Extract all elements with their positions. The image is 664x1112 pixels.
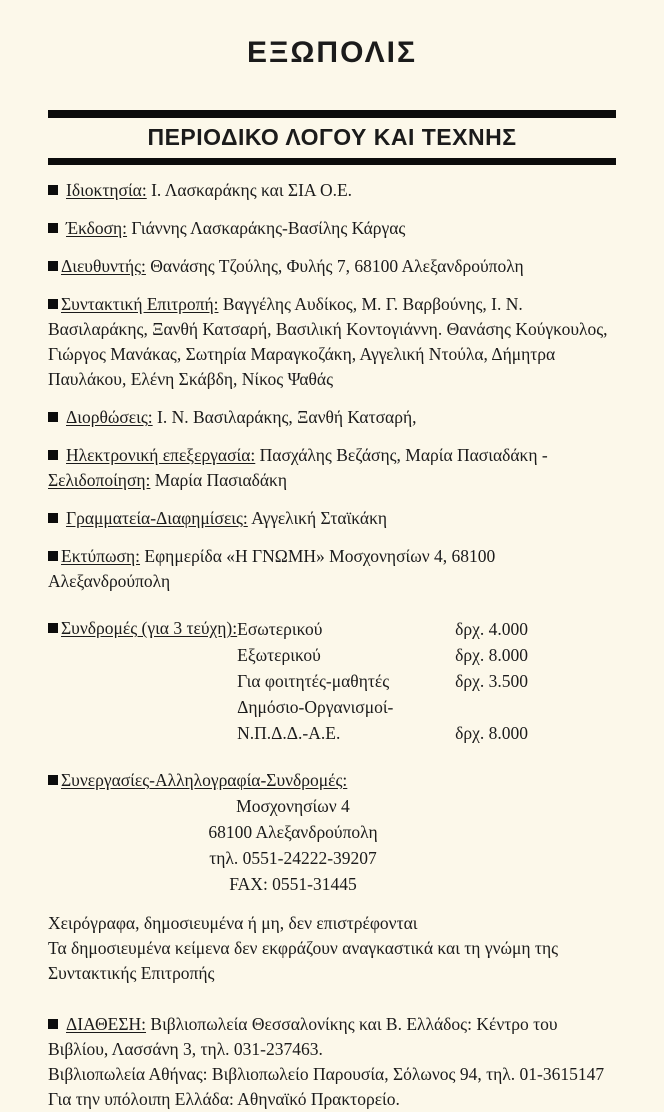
edition-entry <box>48 216 616 241</box>
subscriptions-table <box>237 616 616 746</box>
subscription-category: Για φοιτητές-μαθητές <box>237 671 390 691</box>
page-subtitle: ΠΕΡΙΟΔΙΚΟ ΛΟΓΟΥ ΚΑΙ ΤΕΧΝΗΣ <box>147 124 517 150</box>
layout-label: Σελιδοποίηση: <box>48 470 151 490</box>
ownership-entry <box>48 178 616 203</box>
contact-address-line: Μοσχονησίων 4 <box>236 796 350 816</box>
proofreading-label: Διορθώσεις: <box>66 407 153 427</box>
bullet-square-icon <box>48 299 58 309</box>
contact-address-line: 68100 Αλεξανδρούπολη <box>208 822 378 842</box>
proofreading-text: Ι. Ν. Βασιλαράκης, Ξανθή Κατσαρή, <box>157 407 417 427</box>
subscriptions-section <box>48 616 616 746</box>
bullet-square-icon <box>48 450 58 460</box>
distribution-label: ΔΙΑΘΕΣΗ: <box>66 1014 147 1034</box>
distribution-text: Βιβλιοπωλεία Θεσσαλονίκης και Β. Ελλάδος: Κέντρο του Βιβλίου, Λασσάνη 3, τηλ. 031-237463. <box>48 1014 558 1059</box>
subscription-row <box>237 642 616 668</box>
bullet-square-icon <box>48 185 58 195</box>
editorial-board-label: Συντακτική Επιτροπή: <box>61 294 219 314</box>
subscription-price: δρχ. 4.000 <box>455 619 528 639</box>
notes-section <box>48 911 616 986</box>
printing-entry <box>48 544 616 594</box>
distribution-section <box>48 1012 616 1112</box>
bullet-square-icon <box>48 412 58 422</box>
electronic-processing-label: Ηλεκτρονική επεξεργασία: <box>66 445 256 465</box>
manuscripts-note: Χειρόγραφα, δημοσιευμένα ή μη, δεν επιστρέφονται <box>48 913 418 933</box>
edition-text: Γιάννης Λασκαράκης-Βασίλης Κάργας <box>131 218 406 238</box>
proofreading-entry <box>48 405 616 430</box>
contact-address-block <box>48 793 538 897</box>
subscription-row <box>237 694 616 720</box>
printing-text: Εφημερίδα «Η ΓΝΩΜΗ» Μοσχονησίων 4, 68100 Αλεξανδρούπολη <box>48 546 496 591</box>
bullet-square-icon <box>48 775 58 785</box>
bullet-square-icon <box>48 513 58 523</box>
electronic-processing-entry <box>48 443 616 493</box>
disclaimer-note: Τα δημοσιευμένα κείμενα δεν εκφράζουν αναγκαστικά και τη γνώμη της Συντακτικής Επιτροπής <box>48 938 559 983</box>
director-entry <box>48 254 616 279</box>
edition-label: Έκδοση: <box>66 218 128 238</box>
subscription-category: Ν.Π.Δ.Δ.-Α.Ε. <box>237 723 341 743</box>
bullet-square-icon <box>48 223 58 233</box>
subscription-category: Δημόσιο-Οργανισμοί- <box>237 697 394 717</box>
secretariat-entry <box>48 506 616 531</box>
distribution-rest-line: Για την υπόλοιπη Ελλάδα: Αθηναϊκό Πρακτορείο. <box>48 1089 400 1109</box>
distribution-athens-line: Βιβλιοπωλεία Αθήνας: Βιβλιοπωλείο Παρουσία, Σόλωνος 94, τηλ. 01-3615147 <box>48 1064 605 1084</box>
contact-fax-line: FAX: 0551-31445 <box>229 874 357 894</box>
secretariat-label: Γραμματεία-Διαφημίσεις: <box>66 508 248 528</box>
bottom-rule <box>48 158 616 165</box>
subscription-row <box>237 616 616 642</box>
page-title: ΕΞΩΠΟΛΙΣ <box>247 36 417 69</box>
subscription-price: δρχ. 3.500 <box>455 671 528 691</box>
printing-label: Εκτύπωση: <box>61 546 141 566</box>
contact-label-line <box>48 768 616 793</box>
director-text: Θανάσης Τζούλης, Φυλής 7, 68100 Αλεξανδρούπολη <box>150 256 524 276</box>
subscriptions-label: Συνδρομές (για 3 τεύχη): <box>61 618 238 638</box>
bullet-square-icon <box>48 1019 58 1029</box>
layout-text: Μαρία Πασιαδάκη <box>154 470 287 490</box>
editorial-board-text: Βαγγέλης Αυδίκος, Μ. Γ. Βαρβούνης, Ι. Ν. Βασιλαράκης, Ξανθή Κατσαρή, Βασιλική Κοντογιάννη. Θανάσης Κούγκουλος, Γιώργος Μανάκας, Σωτηρία Μαραγκοζάκη, Αγγελική Ντούλα, Δήμητρα Παυλάκου, Ελένη Σκάβδη, Νίκος Ψαθάς <box>48 294 608 389</box>
contact-label: Συνεργασίες-Αλληλογραφία-Συνδρομές: <box>61 770 348 790</box>
editorial-board-entry <box>48 292 616 392</box>
subscription-category: Εξωτερικού <box>237 645 321 665</box>
director-label: Διευθυντής: <box>61 256 146 276</box>
subscriptions-label-cell <box>48 616 237 641</box>
secretariat-text: Αγγελική Σταϊκάκη <box>251 508 388 528</box>
subscription-price: δρχ. 8.000 <box>455 723 528 743</box>
subscription-category: Εσωτερικού <box>237 619 323 639</box>
top-rule <box>48 110 616 118</box>
ownership-text: Ι. Λασκαράκης και ΣΙΑ Ο.Ε. <box>151 180 353 200</box>
bullet-square-icon <box>48 623 58 633</box>
subscription-row <box>237 720 616 746</box>
subscription-row <box>237 668 616 694</box>
contact-phone-line: τηλ. 0551-24222-39207 <box>209 848 377 868</box>
distribution-main-line <box>48 1012 616 1062</box>
electronic-processing-text: Πασχάλης Βεζάσης, Μαρία Πασιαδάκη - <box>259 445 548 465</box>
bullet-square-icon <box>48 261 58 271</box>
subscription-price: δρχ. 8.000 <box>455 645 528 665</box>
ownership-label: Ιδιοκτησία: <box>66 180 147 200</box>
bullet-square-icon <box>48 551 58 561</box>
contact-section <box>48 768 616 897</box>
